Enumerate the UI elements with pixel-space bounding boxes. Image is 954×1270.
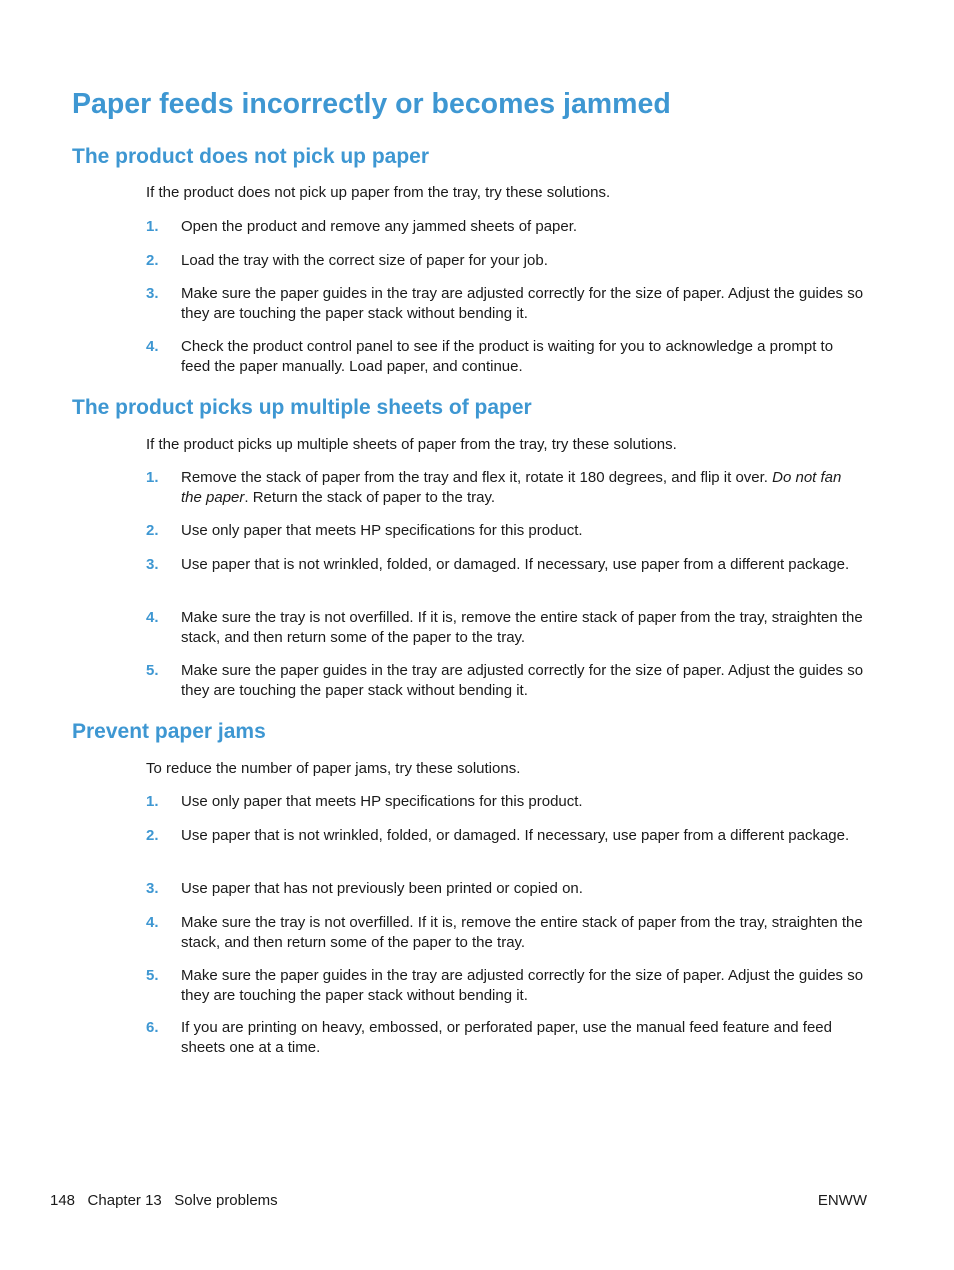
- list-text: [181, 468, 866, 507]
- list-text: If you are printing on heavy, embossed, or perforated paper, use the manual feed feature and feed sheets one at a time.: [181, 1019, 832, 1056]
- page-footer-right: ENWW: [817, 1192, 867, 1209]
- list-text-part: . Return the stack of paper to the tray.: [244, 488, 496, 506]
- list-text: Check the product control panel to see if the product is waiting for you to acknowledge a prompt to feed the paper manually. Load paper, and continue.: [181, 338, 834, 375]
- list-text-emphasis: Do not fan the paper: [181, 469, 842, 506]
- list-number: 3.: [146, 285, 159, 302]
- list-number: 5.: [146, 967, 159, 984]
- list-item: [146, 826, 866, 846]
- list-number: 1.: [146, 218, 159, 235]
- list-number: 6.: [146, 1019, 159, 1036]
- list-item: [146, 251, 866, 271]
- list-text: Use only paper that meets HP specifications for this product.: [181, 793, 583, 810]
- page-number: 148: [50, 1192, 76, 1209]
- list-item: [146, 879, 866, 899]
- list-text: Use paper that is not wrinkled, folded, or damaged. If necessary, use paper from a different package.: [181, 556, 850, 573]
- list-item: [146, 284, 866, 323]
- list-text: Use only paper that meets HP specifications for this product.: [181, 522, 583, 539]
- list-number: 4.: [146, 609, 159, 626]
- list-text: Make sure the paper guides in the tray are adjusted correctly for the size of paper. Adjust the guides so they are touching the paper stack without bending it.: [181, 967, 864, 1004]
- list-number: 3.: [146, 880, 159, 897]
- list-number: 1.: [146, 469, 159, 486]
- section-heading-multiple-sheets: The product picks up multiple sheets of paper: [72, 396, 532, 419]
- list-number: 2.: [146, 827, 159, 844]
- section-heading-prevent-jams: Prevent paper jams: [72, 720, 266, 743]
- list-number: 1.: [146, 793, 159, 810]
- list-text: Make sure the tray is not overfilled. If it is, remove the entire stack of paper from the tray, straighten the stack, and then return some of the paper to the tray.: [181, 609, 863, 646]
- list-number: 2.: [146, 252, 159, 269]
- list-text: Make sure the paper guides in the tray are adjusted correctly for the size of paper. Adjust the guides so they are touching the paper stack without bending it.: [181, 285, 864, 322]
- list-text: Make sure the paper guides in the tray are adjusted correctly for the size of paper. Adjust the guides so they are touching the paper stack without bending it.: [181, 662, 864, 699]
- list-item: [146, 555, 866, 575]
- list-text: Use paper that is not wrinkled, folded, or damaged. If necessary, use paper from a different package.: [181, 827, 850, 844]
- list-item: [146, 521, 866, 541]
- chapter-title: Solve problems: [174, 1192, 278, 1209]
- section-heading-no-pickup: The product does not pick up paper: [72, 145, 430, 168]
- list-number: 5.: [146, 662, 159, 679]
- section-intro-prevent-jams: To reduce the number of paper jams, try these solutions.: [146, 760, 521, 777]
- list-item: [146, 792, 866, 812]
- list-number: 3.: [146, 556, 159, 573]
- list-item: [146, 1018, 866, 1057]
- list-item: [146, 966, 866, 1005]
- list-text: Open the product and remove any jammed sheets of paper.: [181, 218, 578, 235]
- page-footer-left: [50, 1192, 278, 1209]
- list-number: 4.: [146, 914, 159, 931]
- list-item: [146, 217, 866, 237]
- list-item: [146, 337, 866, 376]
- list-text: Make sure the tray is not overfilled. If it is, remove the entire stack of paper from the tray, straighten the stack, and then return some of the paper to the tray.: [181, 914, 863, 951]
- page-title: Paper feeds incorrectly or becomes jammed: [72, 88, 671, 120]
- list-text: Use paper that has not previously been printed or copied on.: [181, 880, 583, 897]
- section-intro-multiple-sheets: If the product picks up multiple sheets of paper from the tray, try these solutions.: [146, 436, 677, 453]
- list-item: [146, 913, 866, 952]
- list-text: Load the tray with the correct size of paper for your job.: [181, 252, 548, 269]
- list-number: 4.: [146, 338, 159, 355]
- list-item: [146, 608, 866, 647]
- chapter-label: Chapter 13: [87, 1192, 162, 1209]
- list-item: [146, 468, 866, 507]
- list-text-part: Remove the stack of paper from the tray and flex it, rotate it 180 degrees, and flip it over.: [181, 469, 773, 486]
- list-item: [146, 661, 866, 700]
- list-number: 2.: [146, 522, 159, 539]
- section-intro-no-pickup: If the product does not pick up paper from the tray, try these solutions.: [146, 184, 611, 201]
